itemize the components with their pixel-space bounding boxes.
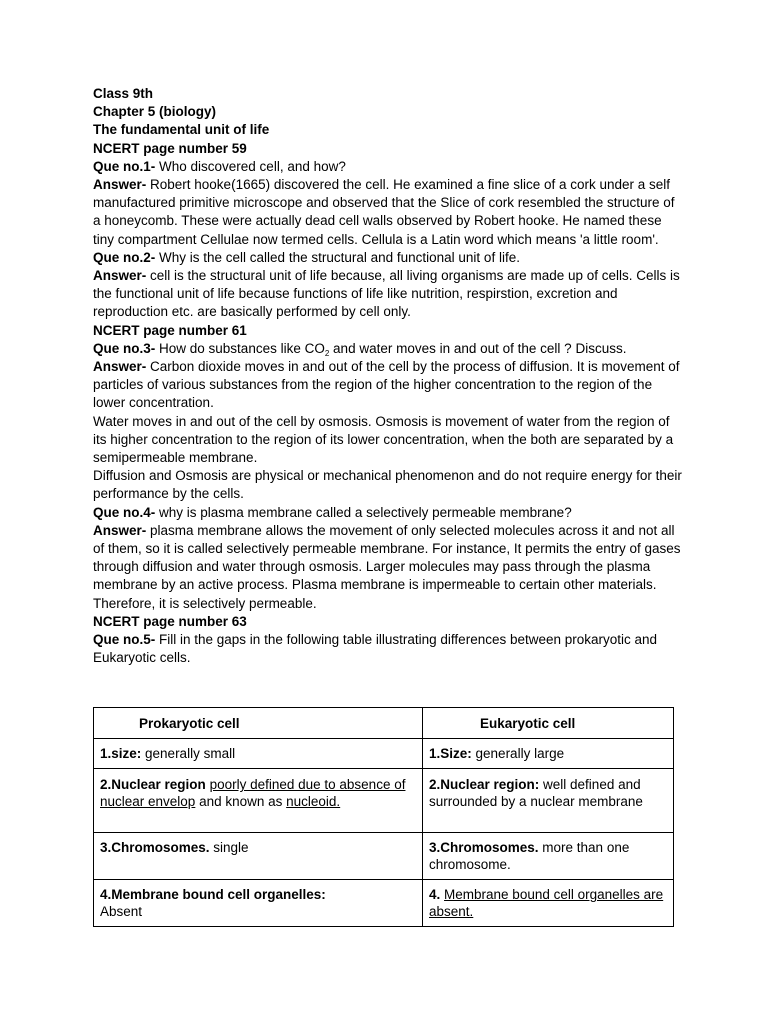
answer-4: Answer- plasma membrane allows the movement of only selected molecules across it and not all of them, so it is called selectively permeable membrane. For instance, It permits the entry of gases through diffusion and water through osmosis. Larger molecules may pass through the plasma membrane by an active process. Plasma membrane is impermeable to certain other materials. Therefore, it is selectively permeable. — [93, 522, 681, 611]
class-heading: Class 9th — [93, 86, 154, 101]
table-cell: 4. Membrane bound cell organelles are absent. — [423, 880, 674, 927]
table-cell: 4.Membrane bound cell organelles: Absent — [94, 880, 423, 927]
table-cell: 3.Chromosomes. single — [94, 833, 423, 880]
answer-3-osmosis: Water moves in and out of the cell by osmosis. Osmosis is movement of water from the region of its higher concentration to the region of its lower concentration, when the both are separated by a semipermeable membrane. — [93, 413, 674, 466]
table-row — [94, 880, 674, 927]
chapter-heading: Chapter 5 (biology) — [93, 104, 217, 120]
answer-3-summary: Diffusion and Osmosis are physical or mechanical phenomenon and do not require energy for their performance by the cells. — [93, 468, 682, 502]
chapter-title: The fundamental unit of life — [93, 122, 270, 138]
table-row — [94, 769, 674, 833]
ncert-page-59: NCERT page number 59 — [93, 140, 247, 156]
table-cell: 1.size: generally small — [94, 739, 423, 769]
table-cell: 2.Nuclear region: well defined and surrounded by a nuclear membrane — [423, 769, 674, 833]
answer-2: Answer- cell is the structural unit of life because, all living organisms are made up of cells. Cells is the functional unit of life because functions of life like nutrition, respirstion, excretion and reproduction etc. are basically performed by cell only. — [93, 268, 680, 320]
ncert-page-61: NCERT page number 61 — [93, 322, 247, 338]
ncert-page-63: NCERT page number 63 — [93, 613, 247, 629]
question-1: Que no.1- Who discovered cell, and how? — [93, 158, 346, 174]
question-4: Que no.4- why is plasma membrane called a selectively permeable membrane? — [93, 504, 572, 520]
question-3: Que no.3- How do substances like $CO_2$ and water moves in and out of the cell ? Discuss. — [93, 340, 627, 358]
question-2: Que no.2- Why is the cell called the structural and functional unit of life. — [93, 249, 520, 265]
table-header-row — [94, 708, 674, 739]
document-body — [93, 85, 683, 668]
table-row — [94, 833, 674, 880]
table-cell: 1.Size: generally large — [423, 739, 674, 769]
header-eukaryotic: Eukaryotic cell — [423, 708, 674, 739]
question-5: Que no.5- Fill in the gaps in the following table illustrating differences between prokaryotic and Eukaryotic cells. — [93, 632, 658, 666]
header-prokaryotic: Prokaryotic cell — [94, 708, 423, 739]
answer-1: Answer- Robert hooke(1665) discovered the cell. He examined a fine slice of a cork under a self manufactured primitive microscope and observed that the Slice of cork resembled the structure of a honeycomb. These were actually dead cell walls observed by Robert hooke. He named these tiny compartment Cellulae now termed cells. Cellula is a Latin word which means 'a little room'. — [93, 177, 675, 247]
answer-3: Answer- Carbon dioxide moves in and out of the cell by the process of diffusion. It is movement of particles of various substances from the region of the higher concentration to the region of the lower concentration. — [93, 359, 680, 411]
table-cell: 2.Nuclear region poorly defined due to absence of nuclear envelop and known as nucleoid. — [94, 769, 423, 833]
table-cell: 3.Chromosomes. more than one chromosome. — [423, 833, 674, 880]
cell-comparison-table — [93, 707, 674, 927]
table-row — [94, 739, 674, 769]
